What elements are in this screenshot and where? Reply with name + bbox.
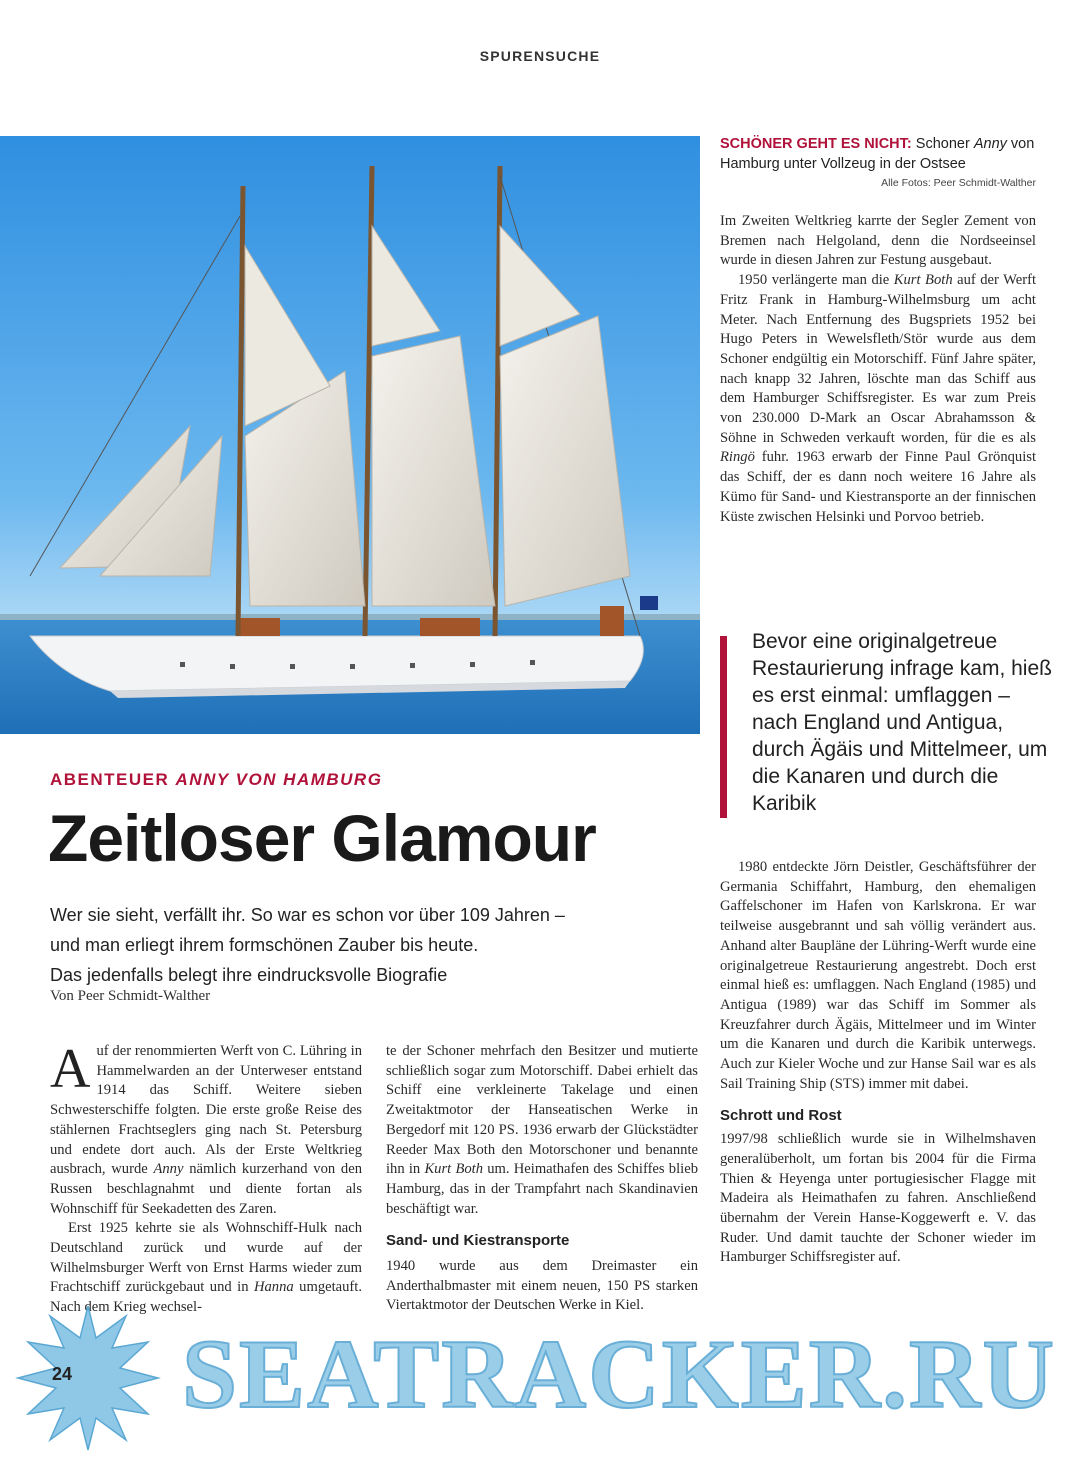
caption-ship-name: Anny bbox=[973, 136, 1007, 152]
kicker bbox=[50, 770, 382, 790]
deck bbox=[50, 900, 680, 990]
photo-caption bbox=[720, 134, 1040, 174]
ship-name: Hanna bbox=[253, 1279, 294, 1296]
text: nämlich kurzerhand von den Russen beschlagnahmt und diente fortan als Wohnschiff für Seekadetten des Zaren. bbox=[50, 1161, 362, 1217]
section-label: SPURENSUCHE bbox=[479, 48, 601, 64]
deck-line: und man erliegt ihrem formschönen Zauber bis heute. bbox=[50, 935, 479, 955]
photo-credit: Alle Fotos: Peer Schmidt-Walther bbox=[881, 177, 1036, 189]
paragraph: Im Zweiten Weltkrieg karrte der Segler Zement von Bremen nach Helgoland, denn die Nordseeinsel wurde in diesen Jahren zur Festung ausgebaut. bbox=[720, 213, 1036, 269]
text: 1950 verlängerte man die bbox=[738, 272, 894, 289]
ship-name: Kurt Both bbox=[893, 272, 953, 289]
text: Erst 1925 kehrte sie als Wohnschiff-Hulk nach Deutschland zurück und wurde auf der Wilhelmsburger Werft von Ernst Harms wieder zum Frachtschiff zurückgebaut und in bbox=[50, 1220, 362, 1296]
text: auf der Werft Fritz Frank in Hamburg-Wilhelmsburg um acht Meter. Nach Entfernung des Bugspriets 1952 bei Hugo Peters in Wewelsfleth/Stör wurde aus dem Schoner endgültig ein Motorschiff. Fünf Jahre später, nach knapp 32 Jahren, löschte man das Schiff aus dem Hamburger Schiffsregister. Es war zum Preis von 230.000 D-Mark an Oscar Abrahamsson & Söhne in Schweden verkauft worden, für die es als bbox=[720, 272, 1036, 446]
ship-name: Anny bbox=[153, 1161, 184, 1178]
watermark-text: SEATRACKER.RU bbox=[182, 1320, 1057, 1429]
column-middle bbox=[386, 1042, 698, 1316]
subhead: Sand- und Kiestransporte bbox=[386, 1232, 570, 1250]
text: uf der renommierten Werft von C. Lühring in Hammelwarden an der Unterweser entstand 1914 das Schiff. Weitere sieben Schwesterschiffe folgten. Die erste große Reise des stählernen Frachtseglers ging nach St. Petersburg und endete dort auch. Als der Erste Weltkrieg ausbrach, wurde bbox=[50, 1043, 362, 1178]
kicker-ship-name: ANNY VON HAMBURG bbox=[175, 770, 383, 789]
pull-quote-text: Bevor eine originalgetreue Restaurierung infrage kam, hieß es erst einmal: umflaggen – nach England und Antigua, durch Ägäis und Mittelmeer, um die Kanaren und durch die Karibik bbox=[752, 630, 1052, 815]
ship-name: Ringö bbox=[720, 449, 755, 466]
deck-line: Das jedenfalls belegt ihre eindrucksvolle Biografie bbox=[50, 965, 448, 985]
paragraph: 1980 entdeckte Jörn Deistler, Geschäftsführer der Germania Schiffahrt, Hamburg, den ehemaligen Gaffelschoner im Hafen von Karlskrona. Er war teilweise ausgebrannt und sah völlig verändert aus. Anhand alter Baupläne der Lühring-Werft wurde eine originalgetreue Restaurierung angestrebt. Doch erst einmal hieß es: umflaggen. Nach England (1985) und Antigua (1989) war das Schiff im Sommer als Kreuzfahrer durch Ägäis, Mittelmeer und im Winter um die Kanaren und durch die Karibik unterwegs. Auch zur Kieler Woche und zur Hanse Sail war es als Sail Training Ship (STS) immer mit dabei. bbox=[720, 859, 1036, 1092]
paragraph: 1997/98 schließlich wurde sie in Wilhelmshaven generalüberholt, um fortan bis 2004 für die Firma Thien & Heyenga unter portugiesischer Flagge mit Madeira als Heimathafen zu fahren. Anschließend übernahm der Verein Hanse-Koggewerft e. V. das Ruder. Und damit tauchte der Schoner wieder im Hamburger Schiffsregister auf. bbox=[720, 1131, 1036, 1266]
caption-lead: SCHÖNER GEHT ES NICHT: bbox=[720, 136, 912, 152]
byline: Von Peer Schmidt-Walther bbox=[50, 988, 211, 1004]
text: fuhr. 1963 erwarb der Finne Paul Grönquist das Schiff, der es dann noch weitere 16 Jahre als Kümo für Sand- und Kiestransporte an der finnischen Küste zwischen Helsinki und Porvoo betrieb. bbox=[720, 449, 1036, 525]
text: te der Schoner mehrfach den Besitzer und mutierte schließlich sogar zum Motorschiff. Dabei erhielt das Schiff eine verkleinerte Takelage und einen Zweitaktmotor der Hanseatischen Werke in Bergedorf mit 120 PS. 1936 erwarb der Glückstädter Reeder Max Both den Motorschoner und benannte ihn in bbox=[386, 1043, 698, 1178]
column-left bbox=[50, 1038, 362, 1318]
kicker-text: ABENTEUER bbox=[50, 770, 176, 789]
paragraph bbox=[386, 1042, 698, 1219]
headline: Zeitloser Glamour bbox=[48, 801, 596, 875]
pull-quote-bar bbox=[720, 636, 727, 818]
column-right-top bbox=[720, 212, 1036, 527]
paragraph bbox=[720, 271, 1036, 527]
text: umgetauft. Nach dem Krieg wechsel- bbox=[50, 1279, 362, 1316]
pull-quote bbox=[720, 628, 1050, 820]
schooner-photo bbox=[0, 136, 700, 734]
subhead: Schrott und Rost bbox=[720, 1107, 842, 1125]
ship-name: Kurt Both bbox=[424, 1161, 484, 1178]
watermark-sun-icon bbox=[8, 1298, 168, 1458]
caption-text-a: Schoner bbox=[911, 136, 974, 152]
paragraph bbox=[50, 1038, 362, 1219]
page-number: 24 bbox=[52, 1364, 73, 1384]
text: um. Heimathafen des Schiffes blieb Hamburg, das in der Trampfahrt nach Skandinavien beschäftigt war. bbox=[386, 1161, 698, 1217]
caption-text-b: von Hamburg unter Vollzeug in der Ostsee bbox=[720, 136, 1035, 172]
column-right-bottom bbox=[720, 858, 1036, 1268]
deck-line: Wer sie sieht, verfällt ihr. So war es schon vor über 109 Jahren – bbox=[50, 905, 565, 925]
paragraph: 1940 wurde aus dem Dreimaster ein Anderthalbmaster mit einem neuen, 150 PS starken Viertaktmotor der Deutschen Werke in Kiel. bbox=[386, 1258, 698, 1314]
drop-cap: A bbox=[50, 1038, 91, 1100]
